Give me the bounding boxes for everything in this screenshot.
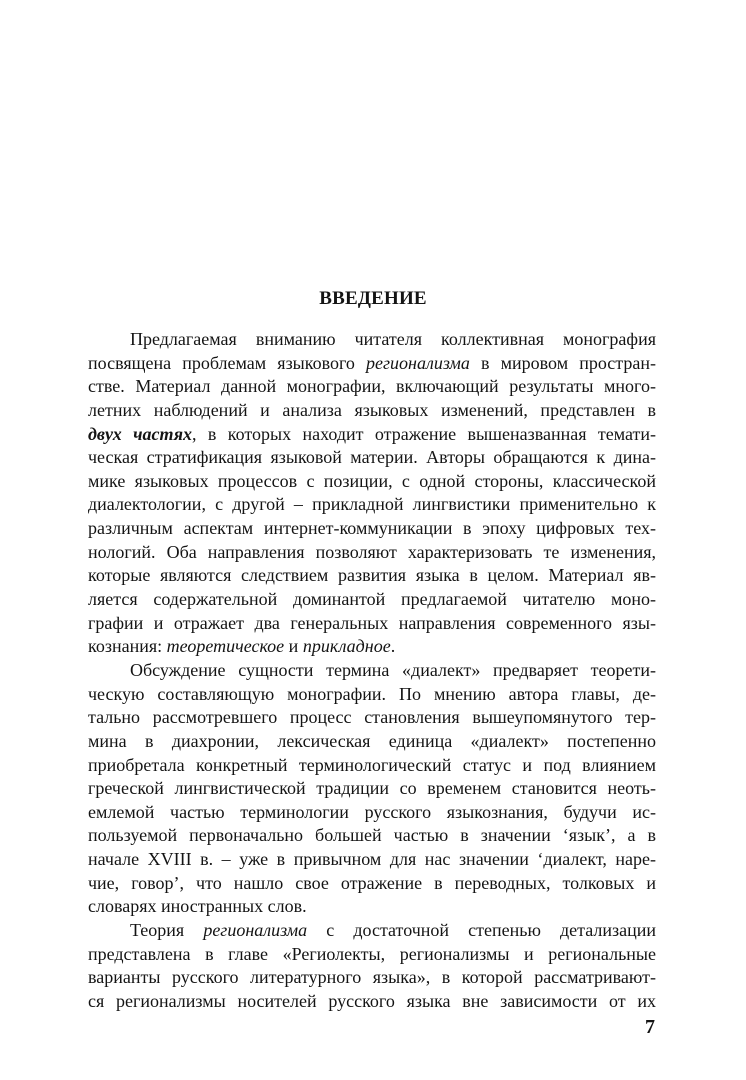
body-text xyxy=(88,328,656,1014)
text-line: мина в диахронии, лексическая единица «диалект» постепенно xyxy=(88,730,656,751)
text-line: ческая стратификация языковой материи. Авторы обращаются к дина- xyxy=(88,447,656,468)
text-line: летних наблюдений и анализа языковых изменений, представлен в xyxy=(88,399,656,420)
text-line: нологий. Оба направления позволяют характеризовать те изменения, xyxy=(88,541,656,562)
text-line: диалектологии, с другой – прикладной лингвистики применительно к xyxy=(88,494,656,515)
text-line: Обсуждение сущности термина «диалект» предваряет теорети- xyxy=(130,659,656,680)
text-line: Теория регионализма с достаточной степенью детализации xyxy=(130,920,656,941)
text-line: пользуемой первоначально большей частью в значении ‘язык’, а в xyxy=(88,825,656,846)
text-line: кознания: теоретическое и прикладное. xyxy=(88,636,396,657)
text-line: представлена в главе «Региолекты, регионализмы и региональные xyxy=(88,943,656,964)
paragraph-3 xyxy=(88,919,656,1014)
text-line: мике языковых процессов с позиции, с одной стороны, классической xyxy=(88,470,656,491)
bold-italic-term: двух частях xyxy=(88,423,193,444)
text-line: Предлагаемая вниманию читателя коллективная монография xyxy=(130,329,656,349)
chapter-heading: ВВЕДЕНИЕ xyxy=(319,288,427,309)
text-line: графии и отражает два генеральных направления современного язы- xyxy=(88,612,656,633)
page-number: 7 xyxy=(645,1016,655,1038)
text-line: которые являются следствием развития языка в целом. Материал яв- xyxy=(88,565,656,586)
italic-term: регионализма xyxy=(203,920,308,941)
text-line: начале XVIII в. – уже в привычном для нас значении ‘диалект, наре- xyxy=(88,849,656,870)
text-line: тально рассмотревшего процесс становления вышеупомянутого тер- xyxy=(88,707,656,728)
text-line: ся регионализмы носителей русского языка вне зависимости от их xyxy=(88,990,656,1011)
text-line: греческой лингвистической традиции со временем становится неоть- xyxy=(88,778,656,799)
italic-term: теоретическое xyxy=(166,636,285,657)
text-line: ляется содержательной доминантой предлагаемой читателю моно- xyxy=(88,589,656,610)
text-line: посвящена проблемам языкового регионализма в мировом простран- xyxy=(88,352,656,373)
text-line: различным аспектам интернет-коммуникации в эпоху цифровых тех- xyxy=(88,518,656,539)
italic-term: прикладное xyxy=(302,636,391,657)
text-line: ческую составляющую монографии. По мнению автора главы, де- xyxy=(88,683,656,704)
text-line: варианты русского литературного языка», в которой рассматривают- xyxy=(88,967,656,988)
paragraph-1 xyxy=(88,328,656,659)
paragraph-2 xyxy=(88,659,656,919)
text-line: чие, говор’, что нашло свое отражение в переводных, толковых и xyxy=(88,872,656,893)
text-line: словарях иностранных слов. xyxy=(88,896,307,917)
text-line: стве. Материал данной монографии, включающий результаты много- xyxy=(88,376,656,397)
text-line: приобретала конкретный терминологический статус и под влиянием xyxy=(88,754,656,775)
italic-term: регионализма xyxy=(366,352,470,373)
text-line: емлемой частью терминологии русского языкознания, будучи ис- xyxy=(88,801,656,822)
text-line: двух частях, в которых находит отражение вышеназванная темати- xyxy=(88,423,656,444)
